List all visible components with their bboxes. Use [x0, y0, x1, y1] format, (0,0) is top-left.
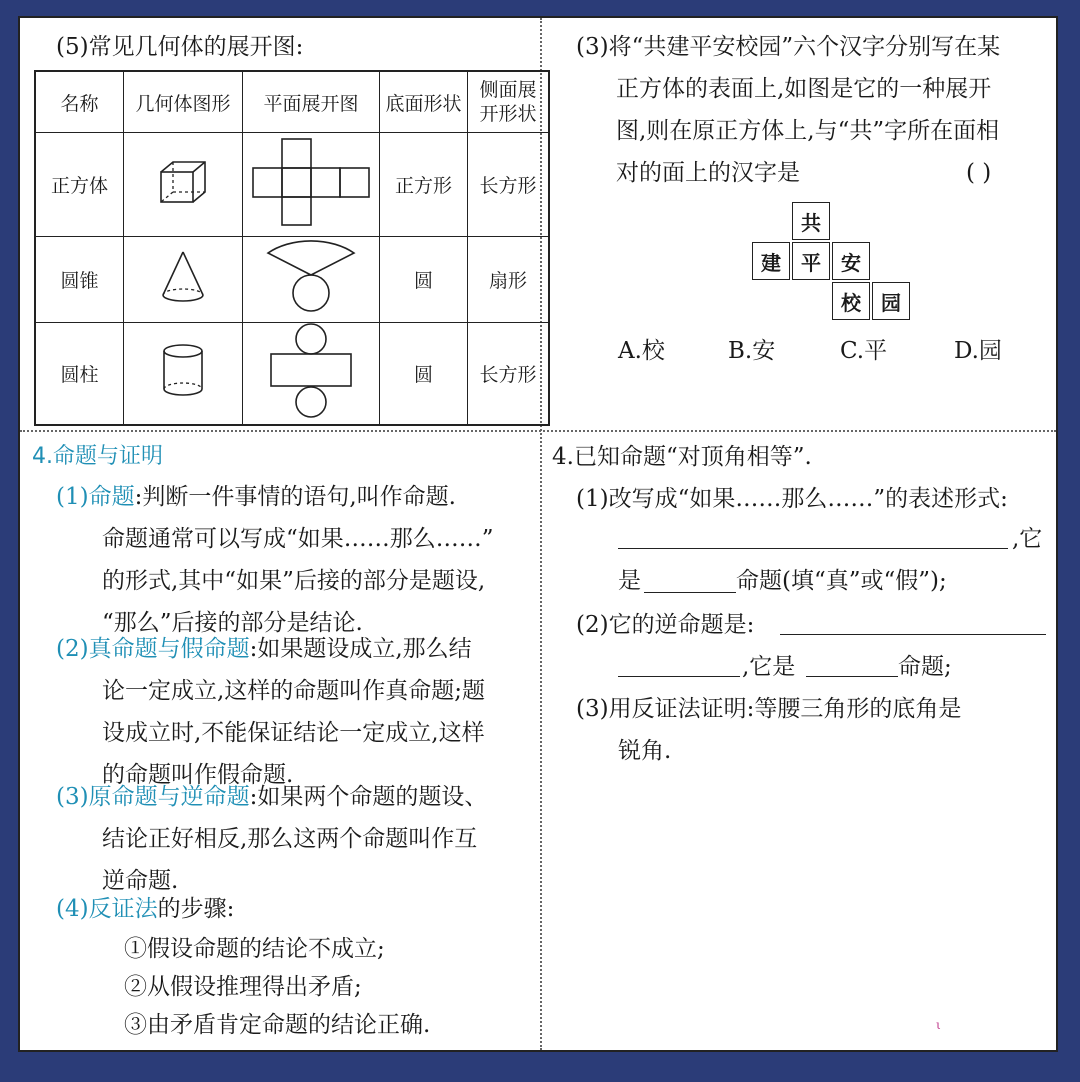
cube-icon — [124, 133, 243, 237]
cone-net-icon — [243, 237, 380, 323]
step-item: ①假设命题的结论不成立; — [124, 936, 385, 962]
paragraph-line: 设成立时,不能保证结论一定成立,这样 — [102, 720, 485, 746]
exercise-line: 是 — [618, 568, 641, 594]
term-text: 的步骤: — [157, 896, 235, 922]
term-label: (1)命题 — [56, 484, 135, 510]
answer-parentheses: ( ) — [966, 160, 992, 186]
paragraph-line — [56, 894, 234, 924]
exercise-title: 4.已知命题“对顶角相等”. — [552, 444, 812, 470]
paragraph-line — [56, 482, 456, 512]
section-title: 4.命题与证明 — [32, 444, 163, 469]
paragraph-line: 命题通常可以写成“如果……那么……” — [102, 526, 494, 552]
option-d[interactable]: D.园 — [954, 338, 1002, 364]
answer-blank[interactable] — [618, 548, 1008, 549]
paragraph-line — [56, 782, 487, 812]
paragraph-line: 论一定成立,这样的命题叫作真命题;题 — [102, 678, 486, 704]
table-row — [35, 323, 549, 426]
row-name: 正方体 — [35, 133, 124, 237]
exercise-line: ,它 — [1012, 526, 1043, 552]
cube-net-icon — [243, 133, 380, 237]
net-cell: 平 — [792, 242, 830, 280]
paragraph-line — [56, 634, 472, 664]
row-base-shape: 圆 — [380, 237, 468, 323]
term-label: (3)原命题与逆命题 — [56, 784, 250, 810]
question-text: 对的面上的汉字是 — [616, 160, 800, 186]
question-text: 图,则在原正方体上,与“共”字所在面相 — [616, 118, 1000, 144]
answer-blank[interactable] — [806, 676, 898, 677]
row-name: 圆柱 — [35, 323, 124, 426]
term-text: :如果两个命题的题设、 — [249, 784, 488, 810]
exercise-line: ,它是 — [742, 654, 796, 680]
exercise-line: 命题(填“真”或“假”); — [736, 568, 947, 594]
cylinder-icon — [124, 323, 243, 426]
term-text: :判断一件事情的语句,叫作命题. — [134, 484, 456, 510]
term-label: (2)真命题与假命题 — [56, 636, 250, 662]
option-a[interactable]: A.校 — [618, 338, 665, 364]
exercise-line: (1)改写成“如果……那么……”的表述形式: — [576, 486, 1008, 512]
net-cell: 园 — [872, 282, 910, 320]
term-label: (4)反证法 — [56, 896, 158, 922]
row-side-shape: 长方形 — [468, 133, 550, 237]
row-base-shape: 正方形 — [380, 133, 468, 237]
paragraph-line: 结论正好相反,那么这两个命题叫作互 — [102, 826, 478, 852]
option-b[interactable]: B.安 — [728, 338, 776, 364]
net-cell: 安 — [832, 242, 870, 280]
step-item: ③由矛盾肯定命题的结论正确. — [124, 1012, 431, 1038]
horizontal-divider — [20, 430, 1056, 432]
table-header: 平面展开图 — [243, 71, 380, 133]
paragraph-line: 逆命题. — [102, 868, 179, 894]
table-header: 几何体图形 — [124, 71, 243, 133]
answer-blank[interactable] — [780, 634, 1046, 635]
paragraph-line: 的命题叫作假命题. — [102, 762, 294, 788]
paragraph-line: 的形式,其中“如果”后接的部分是题设, — [102, 568, 486, 594]
cube-net-diagram — [752, 202, 912, 322]
row-base-shape: 圆 — [380, 323, 468, 426]
net-cell: 建 — [752, 242, 790, 280]
table-heading: (5)常见几何体的展开图: — [56, 34, 304, 60]
cylinder-net-icon — [243, 323, 380, 426]
row-name: 圆锥 — [35, 237, 124, 323]
net-cell: 共 — [792, 202, 830, 240]
question-text: 正方体的表面上,如图是它的一种展开 — [616, 76, 992, 102]
paragraph-line: “那么”后接的部分是结论. — [102, 610, 363, 636]
exercise-line: 锐角. — [618, 738, 672, 764]
exercise-line: 命题; — [898, 654, 952, 680]
net-cell: 校 — [832, 282, 870, 320]
table-header: 底面形状 — [380, 71, 468, 133]
table-row — [35, 237, 549, 323]
header-line: 开形状 — [479, 103, 537, 125]
question-text: (3)将“共建平安校园”六个汉字分别写在某 — [576, 34, 1001, 60]
exercise-line: (3)用反证法证明:等腰三角形的底角是 — [576, 696, 962, 722]
row-side-shape: 长方形 — [468, 323, 550, 426]
cone-icon — [124, 237, 243, 323]
table-header — [468, 71, 550, 133]
header-line: 侧面展 — [479, 79, 537, 101]
step-item: ②从假设推理得出矛盾; — [124, 974, 362, 1000]
table-header: 名称 — [35, 71, 124, 133]
answer-blank[interactable] — [618, 676, 740, 677]
answer-blank[interactable] — [644, 592, 736, 593]
term-text: :如果题设成立,那么结 — [249, 636, 472, 662]
option-c[interactable]: C.平 — [840, 338, 888, 364]
ink-mark: ι — [936, 1018, 941, 1032]
worksheet-page — [18, 16, 1058, 1052]
geometry-net-table — [34, 70, 550, 426]
row-side-shape: 扇形 — [468, 237, 550, 323]
table-row — [35, 133, 549, 237]
exercise-line: (2)它的逆命题是: — [576, 612, 755, 638]
